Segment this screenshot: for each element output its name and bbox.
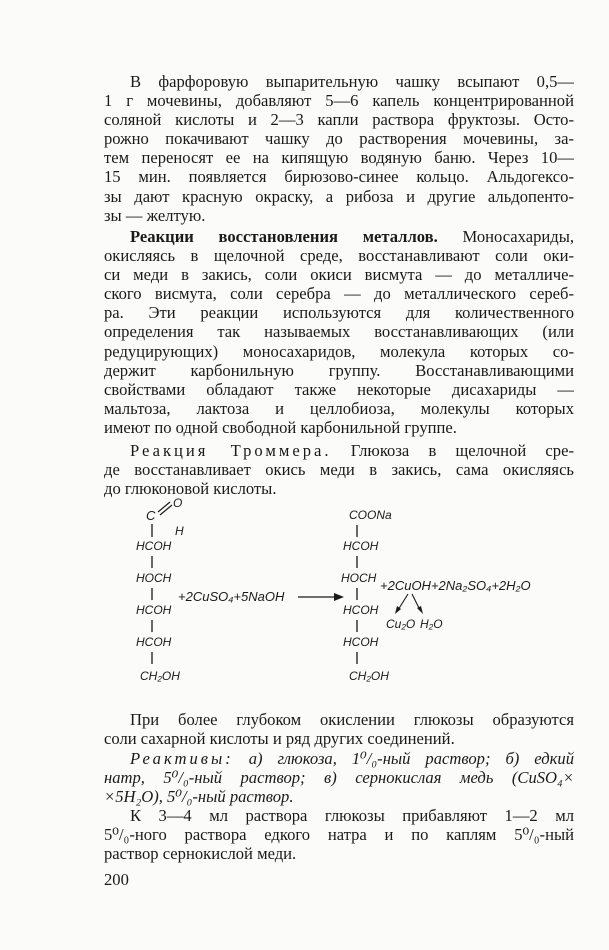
text-line: К 3—4 мл раствора глюкозы прибавляют 1—2 мл <box>130 806 574 825</box>
aldehyde-hydrogen: H <box>175 524 184 538</box>
text-line: ского висмута, соли серебра — до металлического сереб- <box>104 284 574 304</box>
glucose-c6: CH₂OH <box>140 669 180 683</box>
gluconate-c5: HCOH <box>343 635 379 649</box>
carboxylate-group: COONa <box>349 508 392 522</box>
text-line: 1 г мочевины, добавляют 5—6 капель концентрированной <box>104 91 574 111</box>
gluconate-c6: CH₂OH <box>349 669 389 683</box>
reagents: +2CuSO₄+5NaOH <box>178 589 285 604</box>
text-line: де восстанавливает окись меди в закись, сама окисляясь <box>104 460 574 480</box>
text-line: держит карбонильную группу. Восстанавливающими <box>104 360 574 380</box>
text-line: Реакция Троммера. Глюкоза в щелочной сре- <box>130 441 574 460</box>
text-line: редуцирующих) моносахаридов, молекула которых со- <box>104 341 574 361</box>
reaction-scheme <box>0 490 609 700</box>
paragraph-seliwanoff-procedure <box>104 72 574 225</box>
text-line: При более глубоком окислении глюкозы образуются <box>130 710 574 729</box>
text-line: окисляясь в щелочной среде, восстанавливают соли оки- <box>104 246 574 266</box>
text-line: 5⁰/₀-ного раствора едкого натра и по каплям 5⁰/₀-ный <box>104 825 574 845</box>
water: H₂O <box>420 617 443 631</box>
text-line: мальтоза, лактоза и целлобиоза, молекулы которых <box>104 398 574 418</box>
text-line: свойствами обладают также некоторые дисахариды — <box>104 379 574 399</box>
glucose-c3: HOCH <box>136 571 172 585</box>
text-line: Реактивы: а) глюкоза, 1⁰/₀-ный раствор; б) едкий <box>130 749 574 768</box>
products: +2CuOH+2Na₂SO₄+2H₂O <box>380 578 531 593</box>
glucose-c4: HCOH <box>136 603 172 617</box>
text-line: определения так называемых восстанавливающих (или <box>104 322 574 342</box>
text-line: Реакции восстановления металлов. Моносахариды, <box>130 227 574 246</box>
text-line: си меди в закись, соли окиси висмута — до металличе- <box>104 265 574 285</box>
text-line: натр, 5⁰/₀-ный раствор; в) сернокислая медь (CuSO₄× <box>104 768 574 788</box>
text-line: тем переносят ее на кипящую водяную баню. Через 10— <box>104 148 574 168</box>
paragraph-metal-reduction <box>104 227 574 437</box>
text-line: имеют по одной свободной карбонильной группе. <box>104 417 457 437</box>
text-line: соли сахарной кислоты и ряд других соединений. <box>104 729 455 749</box>
gluconate-c2: HCOH <box>343 539 379 553</box>
text-line: зы дают красную окраску, а рибоза и другие альдопенто- <box>104 186 574 206</box>
gluconate-c4: HCOH <box>343 603 379 617</box>
gluconate-c3: HOCH <box>341 571 377 585</box>
text-line: рожно покачивают чашку до растворения мочевины, за- <box>104 129 574 149</box>
page-number: 200 <box>104 870 129 889</box>
cuprous-oxide: Cu₂O <box>386 617 416 631</box>
text-line: соляной кислоты и 2—3 капли раствора фруктозы. Осто- <box>104 110 574 130</box>
glucose-c5: HCOH <box>136 635 172 649</box>
text-line: ра. Эти реакции используются для количественного <box>104 303 574 323</box>
text-line: зы — желтую. <box>104 205 206 225</box>
paragraph-procedure <box>104 806 574 863</box>
section-heading: Реакция Троммера. <box>130 441 332 460</box>
aldehyde-oxygen: O <box>173 496 183 510</box>
text-line: ×5H₂O), 5⁰/₀-ный раствор. <box>104 787 294 807</box>
glucose-c2: HCOH <box>136 539 172 553</box>
reagents-heading: Реактивы: <box>130 749 234 768</box>
text-line: 15 мин. появляется бирюзово-синее кольцо. Альдогексо- <box>104 167 574 187</box>
section-heading: Реакции восстановления металлов. <box>130 227 438 246</box>
paragraph-deeper-oxidation <box>104 710 574 748</box>
paragraph-reagents <box>104 749 574 806</box>
text-line: до глюконовой кислоты. <box>104 479 277 499</box>
text-line: В фарфоровую выпарительную чашку всыпают 0,5— <box>130 72 574 91</box>
text-line: раствор сернокислой меди. <box>104 844 297 864</box>
aldehyde-carbon: C <box>146 508 156 523</box>
